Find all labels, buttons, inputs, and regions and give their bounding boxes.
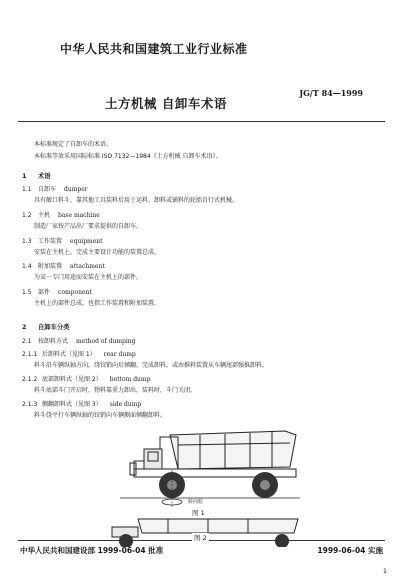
term-1-3-heading — [22, 238, 103, 246]
section-2-heading — [22, 322, 69, 331]
standard-series-title: 中华人民共和国建筑工业行业标准 — [60, 42, 248, 56]
term-title: 附加装置 — [38, 263, 63, 270]
term-2-1-3-definition: 料斗绕平行车辆纵轴的铰销向车辆侧面倾翻卸料。 — [34, 412, 167, 419]
term-title: 按卸料方式 — [38, 338, 69, 345]
term-1-2-heading — [22, 212, 100, 220]
section-title: 自卸车分类 — [38, 324, 70, 331]
term-title: 工作装置 — [38, 238, 63, 245]
header-rule — [18, 121, 385, 122]
term-english: dumper — [64, 186, 88, 193]
intro-line-1: 本标准规定了自卸车的术语。 — [34, 141, 113, 148]
term-1-2-definition: 制造厂家按产品出厂要求提供的自卸车。 — [34, 223, 143, 230]
term-title: 后卸料式（见图 1） — [42, 351, 96, 358]
figure-2-caption: 图 2 — [194, 534, 207, 542]
term-number: 2.1.1 — [22, 351, 38, 358]
term-english: equipment — [70, 238, 103, 245]
truck-wheels — [159, 472, 278, 498]
term-1-1-definition: 具有敞口料斗，靠其他工具装料后用于运料、卸料或铺料的轮胎自行式机械。 — [34, 197, 239, 204]
term-english: base machine — [58, 212, 100, 219]
term-number: 2.1 — [22, 338, 32, 345]
term-english: component — [58, 289, 92, 296]
term-title: 底部卸料式（见图 2） — [42, 376, 102, 383]
term-title: 侧翻卸料式（见图 3） — [42, 401, 102, 408]
intro-line-2: 本标准等效采用国际标准 ISO 7132—1984《土方机械 自卸车术语》。 — [34, 153, 222, 160]
section-title: 术语 — [38, 173, 51, 180]
term-number: 1.4 — [22, 263, 32, 270]
term-english: method of dumping — [76, 338, 136, 345]
term-2-1-2-definition: 料斗底部斗门开启时，物料靠重力卸出，装料时，斗门关闭。 — [34, 387, 197, 394]
term-number: 1.2 — [22, 212, 32, 219]
figure-1-rear-dump-truck — [100, 425, 310, 507]
term-2-1-1-heading — [22, 351, 136, 359]
term-number: 1.5 — [22, 289, 32, 296]
implementation-date: 1999-06-04 实施 — [317, 546, 383, 555]
term-1-3-definition: 安装在主机上，完成主要设计功能的装置总成。 — [34, 249, 161, 256]
term-1-4-definition: 为某一专门用途而安装在主机上的部件。 — [34, 274, 143, 281]
term-2-1-2-heading — [22, 376, 150, 384]
figure-1-caption: 图 1 — [192, 509, 205, 517]
term-english: attachment — [70, 263, 105, 270]
approval-line: 中华人民共和国建设部 1999-06-04 批准 — [20, 546, 164, 555]
term-number: 2.1.2 — [22, 376, 38, 383]
term-title: 部件 — [38, 289, 51, 296]
term-1-5-heading — [22, 289, 92, 297]
figure-2-bottom-dump — [108, 515, 308, 547]
term-number: 2.1.3 — [22, 401, 38, 408]
term-title: 自卸车 — [38, 186, 57, 193]
term-1-5-definition: 主机上的部件总成，也指工作装置和附加装置。 — [34, 300, 161, 307]
section-number: 1 — [22, 173, 27, 180]
section-number: 2 — [22, 324, 27, 331]
term-2-1-3-heading — [22, 401, 141, 409]
term-english: side dump — [109, 401, 142, 408]
term-number: 1.3 — [22, 238, 32, 245]
term-1-4-heading — [22, 263, 105, 271]
document-title: 土方机械 自卸车术语 — [105, 96, 227, 111]
section-1-heading — [22, 171, 51, 180]
term-number: 1.1 — [22, 186, 32, 193]
term-2-1-heading — [22, 338, 136, 346]
term-title: 主机 — [38, 212, 51, 219]
term-1-1-heading — [22, 186, 88, 194]
term-english: rear dump — [103, 351, 136, 358]
page-number: 1 — [382, 567, 387, 575]
term-english: bottom dump — [109, 376, 151, 383]
standard-number: JG/T 84—1999 — [299, 88, 363, 98]
rotation-axis-label: 转向轮 — [188, 499, 204, 505]
term-2-1-1-definition: 料斗沿车辆纵轴方向，绕铰销向后倾翻，完成卸料。或由推料装置从车辆尾部强推卸料。 — [34, 362, 269, 369]
